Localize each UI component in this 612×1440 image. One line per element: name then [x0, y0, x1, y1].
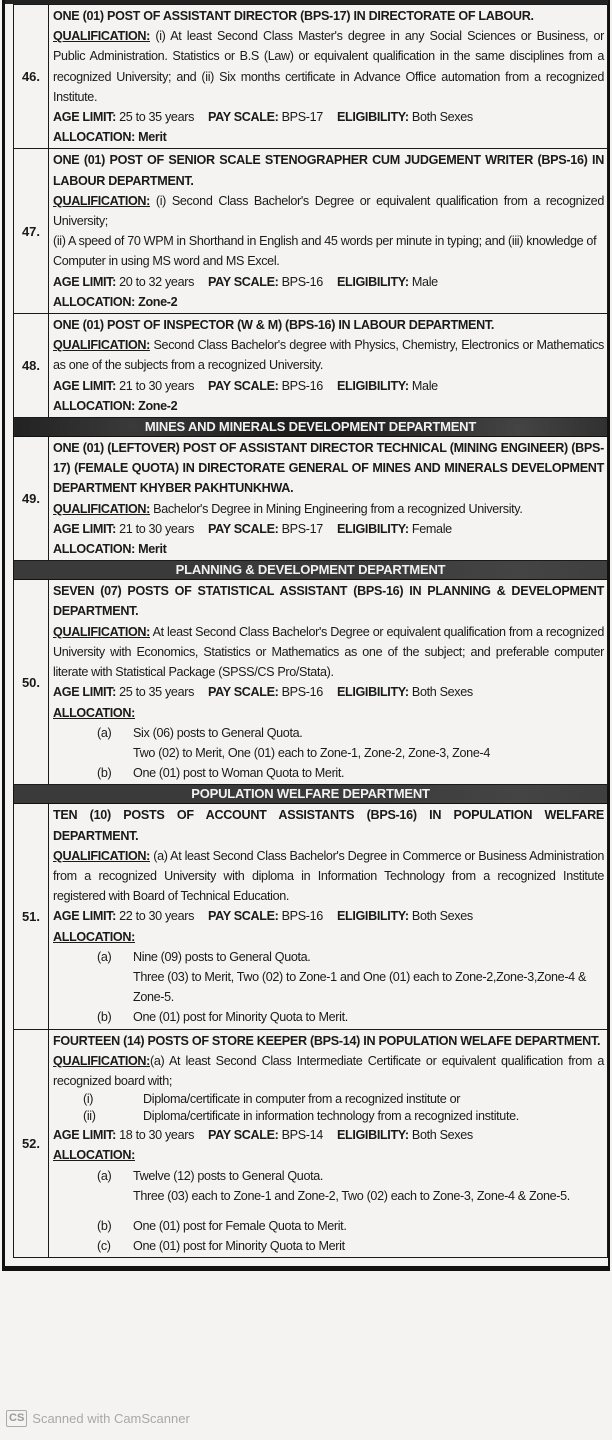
- eligibility-value: Male: [408, 378, 438, 393]
- post-row-46: [14, 5, 608, 149]
- post-number: 52.: [14, 1029, 49, 1258]
- allocation-value: Zone-2: [134, 398, 178, 413]
- post-row-49: [14, 437, 608, 561]
- post-number: 51.: [14, 804, 49, 1029]
- post-number: 47.: [14, 149, 49, 314]
- qualification-label: QUALIFICATION:: [53, 624, 150, 639]
- scanner-watermark: [6, 1410, 190, 1427]
- post-title: ONE (01) POST OF SENIOR SCALE STENOGRAPHER CUM JUDGEMENT WRITER (BPS-16) IN LABOUR DEPARTMENT.: [53, 153, 604, 188]
- allocation-item: [53, 1007, 604, 1027]
- item-text: Nine (09) posts to General Quota.: [133, 949, 311, 964]
- qualification-label: QUALIFICATION:: [53, 501, 150, 516]
- post-number: 48.: [14, 314, 49, 418]
- qualification-text: (i) Second Class Bachelor's Degree or equivalent qualification from a recognized University;: [53, 193, 604, 229]
- allocation-value: Merit: [134, 130, 167, 145]
- post-meta: [53, 1125, 604, 1145]
- eligibility-label: ELIGIBILITY:: [336, 521, 409, 536]
- item-marker: (a): [97, 949, 112, 964]
- post-row-48: [14, 314, 608, 418]
- allocation-label: ALLOCATION:: [53, 542, 135, 557]
- post-meta: [53, 376, 604, 396]
- pay-value: BPS-14: [278, 1128, 323, 1143]
- camscanner-logo-icon: CS: [6, 1410, 27, 1427]
- allocation-item-detail: Three (03) each to Zone-1 and Zone-2, Two (02) each to Zone-3, Zone-4 & Zone-5.: [133, 1188, 570, 1203]
- qualification-text: At least Second Class Bachelor's Degree or equivalent qualification from a recognized University with Economics, Statistics or Mathematics as one of the subject; and preferable computer literate with Statistical Package (SPSS/CS Pro/Stata).: [53, 624, 604, 680]
- item-text: Diploma/certificate in computer from a recognized institute or: [143, 1092, 461, 1107]
- allocation-label: ALLOCATION:: [53, 1148, 135, 1163]
- item-marker: (ii): [83, 1109, 96, 1124]
- eligibility-label: ELIGIBILITY:: [336, 1128, 409, 1143]
- qualification: [53, 26, 604, 107]
- allocation-item-detail: Two (02) to Merit, One (01) each to Zone-1, Zone-2, Zone-3, Zone-4: [133, 745, 490, 760]
- pay-value: BPS-16: [278, 685, 323, 700]
- eligibility-label: ELIGIBILITY:: [336, 274, 409, 289]
- item-marker: (i): [83, 1092, 94, 1107]
- age-label: AGE LIMIT:: [53, 110, 116, 125]
- item-text: Six (06) posts to General Quota.: [133, 725, 303, 740]
- eligibility-label: ELIGIBILITY:: [336, 110, 409, 125]
- eligibility-value: Male: [408, 274, 438, 289]
- pay-label: PAY SCALE:: [208, 110, 279, 125]
- post-meta: [53, 107, 604, 127]
- pay-value: BPS-16: [278, 274, 323, 289]
- post-row-52: [14, 1029, 608, 1258]
- post-title: ONE (01) POST OF INSPECTOR (W & M) (BPS-16) IN LABOUR DEPARTMENT.: [53, 318, 495, 333]
- pay-value: BPS-17: [278, 521, 323, 536]
- allocation-item: [53, 1236, 604, 1256]
- pay-value: BPS-17: [278, 110, 323, 125]
- age-value: 21 to 30 years: [115, 378, 195, 393]
- item-text: Diploma/certificate in information technology from a recognized institute.: [143, 1109, 519, 1124]
- pay-label: PAY SCALE:: [208, 378, 279, 393]
- qualification-item: [53, 1091, 604, 1108]
- allocation-item: [53, 1166, 604, 1186]
- post-row-50: [14, 580, 608, 785]
- allocation-item: [53, 763, 604, 783]
- post-meta: [53, 682, 604, 702]
- post-meta: [53, 519, 604, 539]
- age-value: 25 to 35 years: [115, 110, 195, 125]
- eligibility-label: ELIGIBILITY:: [336, 909, 409, 924]
- qualification-text: (i) At least Second Class Master's degree in any Social Sciences or Business, or Public Administration. Statistics or B.S (Law) or equivalent qualification in the same disciplines from a recognized University; and (ii) Six months certificate in Advance Office automation from a recognized Institute.: [53, 29, 604, 104]
- allocation-label: ALLOCATION:: [53, 929, 135, 944]
- age-value: 18 to 30 years: [115, 1128, 195, 1143]
- department-header-mines: [14, 418, 608, 437]
- post-title: ONE (01) POST OF ASSISTANT DIRECTOR (BPS-17) IN DIRECTORATE OF LABOUR.: [53, 9, 534, 23]
- pay-label: PAY SCALE:: [208, 1128, 279, 1143]
- age-value: 22 to 30 years: [115, 909, 195, 924]
- age-label: AGE LIMIT:: [53, 274, 116, 289]
- eligibility-value: Both Sexes: [408, 1128, 473, 1143]
- post-title: TEN (10) POSTS OF ACCOUNT ASSISTANTS (BPS-16) IN POPULATION WELFARE DEPARTMENT.: [53, 808, 604, 843]
- post-number: 46.: [14, 5, 49, 149]
- age-label: AGE LIMIT:: [53, 1128, 116, 1143]
- item-marker: (b): [97, 1218, 112, 1233]
- pay-value: BPS-16: [278, 378, 323, 393]
- department-header-population: [14, 785, 608, 804]
- allocation-label: ALLOCATION:: [53, 398, 135, 413]
- item-text: One (01) post for Female Quota to Merit.: [133, 1218, 347, 1233]
- qualification-label: QUALIFICATION:: [53, 193, 150, 208]
- allocation-label: ALLOCATION:: [53, 705, 135, 720]
- allocation-item-detail: Three (03) to Merit, Two (02) to Zone-1 and One (01) each to Zone-2,Zone-3,Zone-4 & Zone-5.: [133, 969, 587, 1005]
- qualification: [53, 1051, 604, 1091]
- department-title: POPULATION WELFARE DEPARTMENT: [14, 785, 608, 804]
- qualification-label: QUALIFICATION:: [53, 29, 150, 44]
- age-label: AGE LIMIT:: [53, 909, 116, 924]
- allocation: [53, 396, 604, 416]
- qualification-text: Bachelor's Degree in Mining Engineering from a recognized University.: [150, 501, 523, 516]
- qualification-text: (a) At least Second Class Intermediate Certificate or equivalent qualification from a recognized board with;: [53, 1053, 604, 1088]
- eligibility-value: Both Sexes: [408, 110, 473, 125]
- eligibility-value: Both Sexes: [408, 909, 473, 924]
- post-number: 50.: [14, 580, 49, 785]
- item-text: Twelve (12) posts to General Quota.: [133, 1168, 324, 1183]
- item-text: One (01) post for Minority Quota to Merit: [133, 1239, 345, 1254]
- post-title: SEVEN (07) POSTS OF STATISTICAL ASSISTANT (BPS-16) IN PLANNING & DEVELOPMENT DEPARTMENT.: [53, 584, 604, 619]
- qualification-text: (a) At least Second Class Bachelor's Degree in Commerce or Business Administration from a recognized University with diploma in Information Technology from a recognized Institute registered with Board of Technical Education.: [53, 848, 604, 904]
- item-marker: (a): [97, 725, 112, 740]
- age-label: AGE LIMIT:: [53, 521, 116, 536]
- pay-label: PAY SCALE:: [208, 521, 279, 536]
- allocation-item: [53, 723, 604, 743]
- qualification-text-2: (ii) A speed of 70 WPM in Shorthand in English and 45 words per minute in typing; and (iii) knowledge of Computer in using MS word and MS Excel.: [53, 234, 597, 269]
- department-header-planning: [14, 561, 608, 580]
- allocation-value: Zone-2: [134, 294, 178, 309]
- qualification: [53, 335, 604, 375]
- item-marker: (b): [97, 1010, 112, 1025]
- pay-label: PAY SCALE:: [208, 909, 279, 924]
- age-label: AGE LIMIT:: [53, 685, 116, 700]
- qualification: [53, 499, 604, 519]
- item-text: One (01) post for Minority Quota to Merit.: [133, 1010, 348, 1025]
- age-value: 20 to 32 years: [115, 274, 195, 289]
- posts-table: [13, 4, 608, 1258]
- allocation: [53, 292, 604, 312]
- post-title: FOURTEEN (14) POSTS OF STORE KEEPER (BPS-14) IN POPULATION WELAFE DEPARTMENT.: [53, 1033, 601, 1048]
- age-value: 25 to 35 years: [115, 685, 195, 700]
- allocation: [53, 127, 604, 147]
- pay-label: PAY SCALE:: [208, 685, 279, 700]
- watermark-text: Scanned with CamScanner: [32, 1411, 190, 1426]
- eligibility-value: Both Sexes: [408, 685, 473, 700]
- allocation-label: ALLOCATION:: [53, 130, 135, 145]
- post-meta: [53, 272, 604, 292]
- post-meta: [53, 906, 604, 926]
- qualification-label: QUALIFICATION:: [53, 338, 150, 353]
- age-value: 21 to 30 years: [115, 521, 195, 536]
- eligibility-value: Female: [408, 521, 452, 536]
- pay-value: BPS-16: [278, 909, 323, 924]
- allocation-label: ALLOCATION:: [53, 294, 135, 309]
- qualification: [53, 191, 604, 231]
- item-text: One (01) post to Woman Quota to Merit.: [133, 766, 345, 781]
- allocation-item: [53, 1216, 604, 1236]
- qualification: [53, 846, 604, 907]
- advertisement-page: [2, 0, 610, 1271]
- post-row-51: [14, 804, 608, 1029]
- pay-label: PAY SCALE:: [208, 274, 279, 289]
- post-number: 49.: [14, 437, 49, 561]
- qualification-item: [53, 1108, 604, 1125]
- item-marker: (a): [97, 1168, 112, 1183]
- department-title: MINES AND MINERALS DEVELOPMENT DEPARTMENT: [14, 418, 608, 437]
- allocation: [53, 539, 604, 559]
- qualification-label: QUALIFICATION:: [53, 1053, 150, 1068]
- qualification-label: QUALIFICATION:: [53, 848, 150, 863]
- eligibility-label: ELIGIBILITY:: [336, 378, 409, 393]
- item-marker: (b): [97, 766, 112, 781]
- post-title: ONE (01) (LEFTOVER) POST OF ASSISTANT DIRECTOR TECHNICAL (MINING ENGINEER) (BPS-17) (FEMALE QUOTA) IN DIRECTORATE GENERAL OF MINES AND MINERALS DEVELOPMENT DEPARTMENT KHYBER PAKHTUNKHWA.: [53, 441, 604, 496]
- eligibility-label: ELIGIBILITY:: [336, 685, 409, 700]
- allocation-value: Merit: [134, 542, 167, 557]
- qualification: [53, 622, 604, 683]
- qualification-text: Second Class Bachelor's degree with Physics, Chemistry, Electronics or Mathematics as one of the subjects from a recognized University.: [53, 338, 604, 373]
- department-title: PLANNING & DEVELOPMENT DEPARTMENT: [14, 561, 608, 580]
- post-row-47: [14, 149, 608, 314]
- item-marker: (c): [97, 1239, 111, 1254]
- age-label: AGE LIMIT:: [53, 378, 116, 393]
- allocation-item: [53, 947, 604, 967]
